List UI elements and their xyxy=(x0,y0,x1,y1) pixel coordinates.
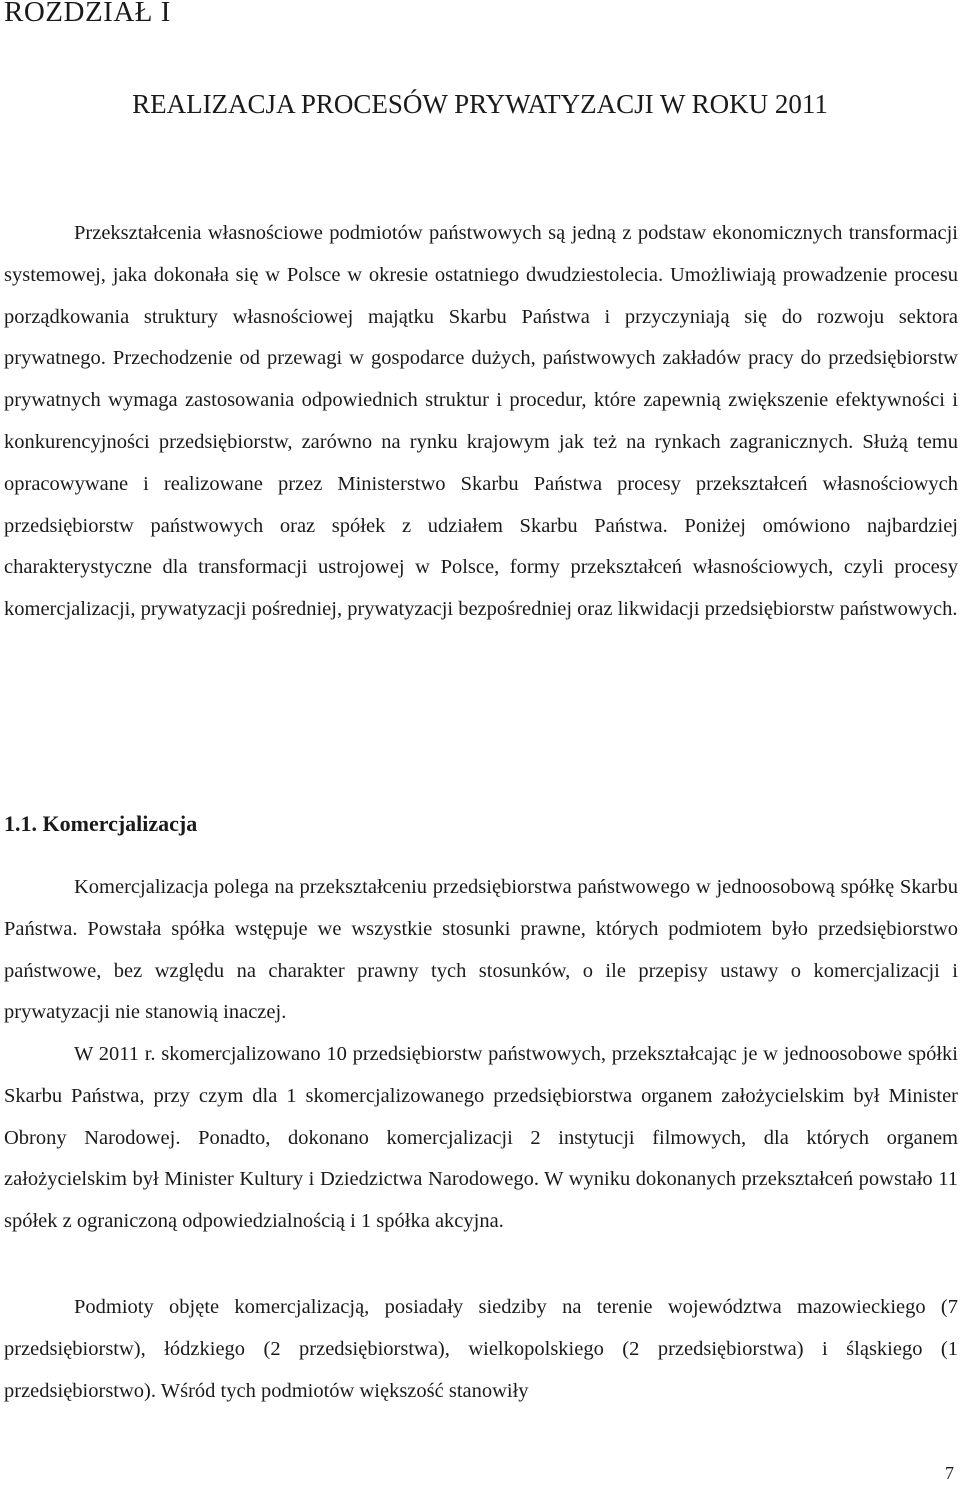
intro-paragraph: Przekształcenia własnościowe podmiotów państwowych są jedną z podstaw ekonomicznych transformacji systemowej, jaka dokonała się w Polsce w okresie ostatniego dwudziestolecia. Umożliwiają prowadzenie procesu porządkowania struktury własnościowej majątku Skarbu Państwa i przyczyniają się do rozwoju sektora prywatnego. Przechodzenie od przewagi w gospodarce dużych, państwowych zakładów pracy do przedsiębiorstw prywatnych wymaga zastosowania odpowiednich struktur i procedur, które zapewnią zwiększenie efektywności i konkurencyjności przedsiębiorstw, zarówno na rynku krajowym jak też na rynkach zagranicznych. Służą temu opracowywane i realizowane przez Ministerstwo Skarbu Państwa procesy przekształceń własnościowych przedsiębiorstw państwowych oraz spółek z udziałem Skarbu Państwa. Poniżej omówiono najbardziej charakterystyczne dla transformacji ustrojowej w Polsce, formy przekształceń własnościowych, czyli procesy komercjalizacji, prywatyzacji pośredniej, prywatyzacji bezpośredniej oraz likwidacji przedsiębiorstw państwowych. xyxy=(4,222,958,621)
section-paragraph: W 2011 r. skomercjalizowano 10 przedsiębiorstw państwowych, przekształcając je w jednoosobowe spółki Skarbu Państwa, przy czym dla 1 skomercjalizowanego przedsiębiorstwa organem założycielskim był Minister Obrony Narodowej. Ponadto, dokonano komercjalizacji 2 instytucji filmowych, dla których organem założycielskim był Minister Kultury i Dziedzictwa Narodowego. W wyniku dokonanych przekształceń powstało 11 spółek z ograniczoną odpowiedzialnością i 1 spółka akcyjna. xyxy=(4,1043,958,1233)
section-heading-komercjalizacja: 1.1. Komercjalizacja xyxy=(4,811,198,836)
section-paragraph: Komercjalizacja polega na przekształceniu przedsiębiorstwa państwowego w jednoosobową spółkę Skarbu Państwa. Powstała spółka wstępuje we wszystkie stosunki prawne, których podmiotem było przedsiębiorstwo państwowe, bez względu na charakter prawny tych stosunków, o ile przepisy ustawy o komercjalizacji i prywatyzacji nie stanowią inaczej. xyxy=(4,876,958,1024)
page-number: 7 xyxy=(945,1463,954,1483)
chapter-label: ROZDZIAŁ I xyxy=(4,0,171,28)
section-paragraph: Podmioty objęte komercjalizacją, posiadały siedziby na terenie województwa mazowieckiego (7 przedsiębiorstw), łódzkiego (2 przedsiębiorstwa), wielkopolskiego (2 przedsiębiorstwa) i śląskiego (1 przedsiębiorstwo). Wśród tych podmiotów większość stanowiły xyxy=(4,1296,958,1402)
chapter-title: REALIZACJA PROCESÓW PRYWATYZACJI W ROKU 2011 xyxy=(132,89,828,119)
